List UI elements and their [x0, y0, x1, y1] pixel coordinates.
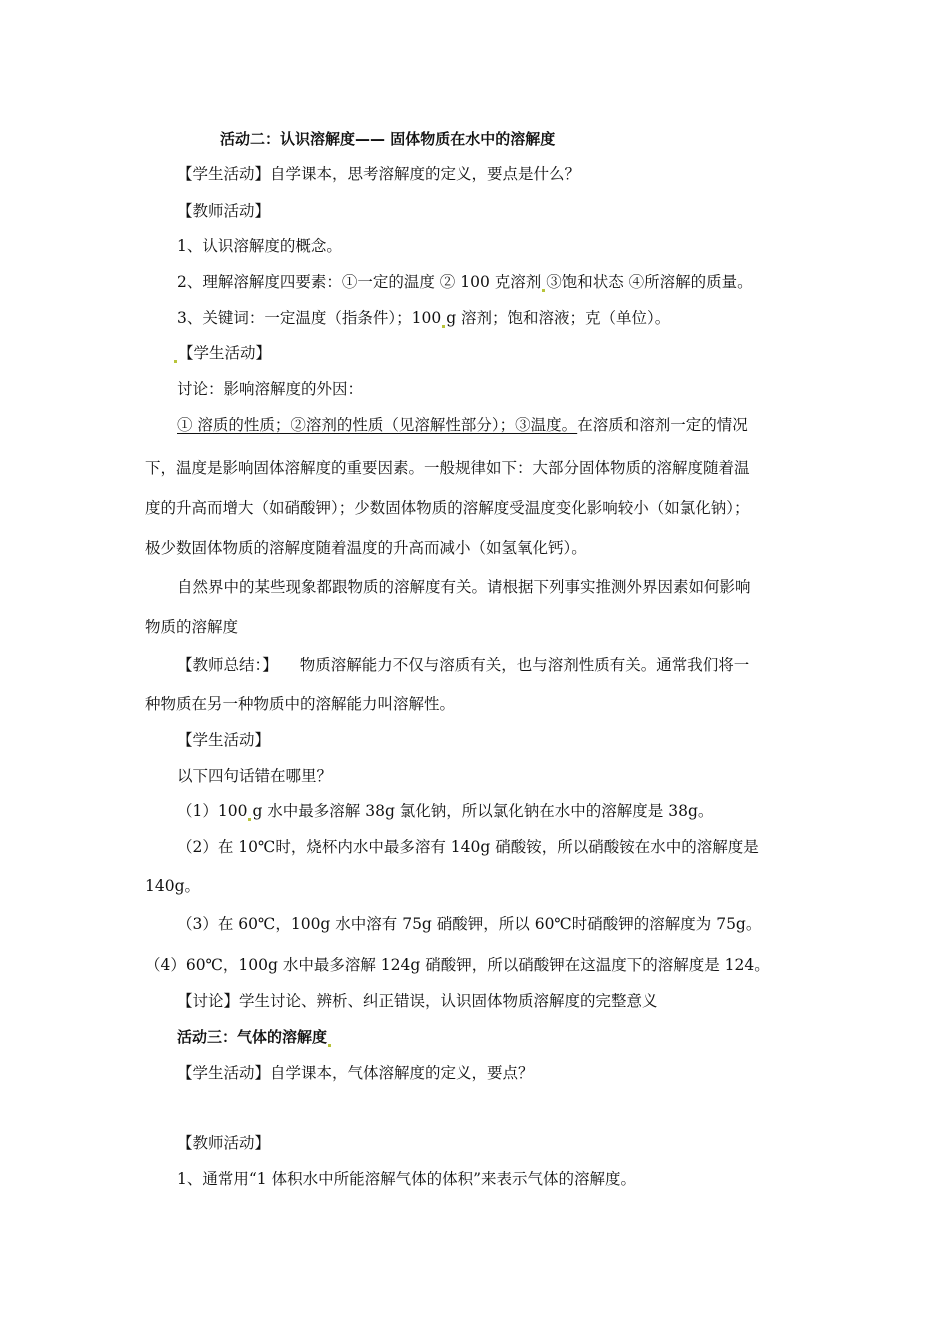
- question-1-part-a: （1）100: [177, 802, 248, 820]
- discussion-line-4: 极少数固体物质的溶解度随着温度的升高而减小（如氢氧化钙）。: [145, 539, 587, 557]
- activity3-heading: [177, 1027, 332, 1047]
- question-2-line-1: （2）在 10℃时，烧杯内水中最多溶有 140g 硝酸铵，所以硝酸铵在水中的溶解度是: [177, 838, 759, 856]
- teacher-item-2-part-a: 2、理解溶解度四要素：①一定的温度 ② 100 克溶剂: [177, 273, 542, 291]
- highlight-mark: [248, 818, 251, 821]
- student-activity-3: 【学生活动】: [177, 731, 271, 749]
- highlight-mark: [174, 360, 177, 363]
- activity3-heading-text: 活动三：气体的溶解度: [177, 1028, 328, 1046]
- teacher-activity-4: 【教师活动】: [177, 1134, 271, 1152]
- question-intro: 以下四句话错在哪里？: [177, 767, 333, 785]
- question-3: （3）在 60℃，100g 水中溶有 75g 硝酸钾，所以 60℃时硝酸钾的溶解度为 75g。: [177, 915, 762, 933]
- discussion-note: 【讨论】学生讨论、辨析、纠正错误，认识固体物质溶解度的完整意义: [177, 992, 658, 1010]
- highlight-mark: [328, 1044, 331, 1047]
- student-activity-2-label: 【学生活动】: [178, 344, 272, 362]
- activity2-heading: 活动二：认识溶解度—— 固体物质在水中的溶解度: [220, 130, 556, 148]
- teacher-summary-text: 物质溶解能力不仅与溶质有关，也与溶剂性质有关。通常我们将一: [299, 656, 750, 674]
- discussion-intro: 讨论：影响溶解度的外因：: [177, 380, 364, 398]
- student-activity-2: [173, 343, 271, 363]
- nature-line-2: 物质的溶解度: [145, 618, 239, 636]
- discussion-line-1: [177, 415, 748, 435]
- teacher-item-3: [177, 308, 670, 328]
- student-activity-1: 【学生活动】自学课本，思考溶解度的定义，要点是什么？: [177, 165, 581, 183]
- teacher-summary: [177, 655, 749, 675]
- question-1: [177, 801, 713, 821]
- highlight-mark: [542, 289, 545, 292]
- discussion-underlined: ① 溶质的性质；②溶剂的性质（见溶解性部分）；③温度。: [177, 416, 578, 434]
- discussion-line-3: 度的升高而增大（如硝酸钾）；少数固体物质的溶解度受温度变化影响较小（如氯化钠）；: [145, 499, 750, 517]
- discussion-line-1-rest: 在溶质和溶剂一定的情况: [577, 416, 748, 434]
- teacher-activity-1: 【教师活动】: [177, 202, 271, 220]
- teacher-item-2: [177, 272, 753, 292]
- teacher-summary-label: 【教师总结：】: [177, 656, 278, 674]
- teacher-item-3-part-b: g 溶剂；饱和溶液；克（单位）。: [446, 309, 671, 327]
- student-activity-4: 【学生活动】自学课本，气体溶解度的定义，要点？: [177, 1064, 534, 1082]
- discussion-line-2: 下，温度是影响固体溶解度的重要因素。一般规律如下：大部分固体物质的溶解度随着温: [145, 459, 750, 477]
- teacher-item-1: 1、认识溶解度的概念。: [177, 237, 342, 255]
- teacher-item-3-part-a: 3、关键词：一定温度（指条件）；100: [177, 309, 442, 327]
- highlight-mark: [442, 325, 445, 328]
- teacher-summary-line-2: 种物质在另一种物质中的溶解能力叫溶解性。: [145, 695, 456, 713]
- question-2-line-2: 140g。: [145, 877, 201, 895]
- question-1-part-b: g 水中最多溶解 38g 氯化钠，所以氯化钠在水中的溶解度是 38g。: [252, 802, 714, 820]
- teacher-item-2-part-b: ③饱和状态 ④所溶解的质量。: [546, 273, 753, 291]
- gas-item-1: 1、通常用“1 体积水中所能溶解气体的体积”来表示气体的溶解度。: [177, 1170, 637, 1188]
- question-4: （4）60℃，100g 水中最多溶解 124g 硝酸钾，所以硝酸钾在这温度下的溶解度是 124。: [145, 956, 770, 974]
- nature-line-1: 自然界中的某些现象都跟物质的溶解度有关。请根据下列事实推测外界因素如何影响: [177, 578, 751, 596]
